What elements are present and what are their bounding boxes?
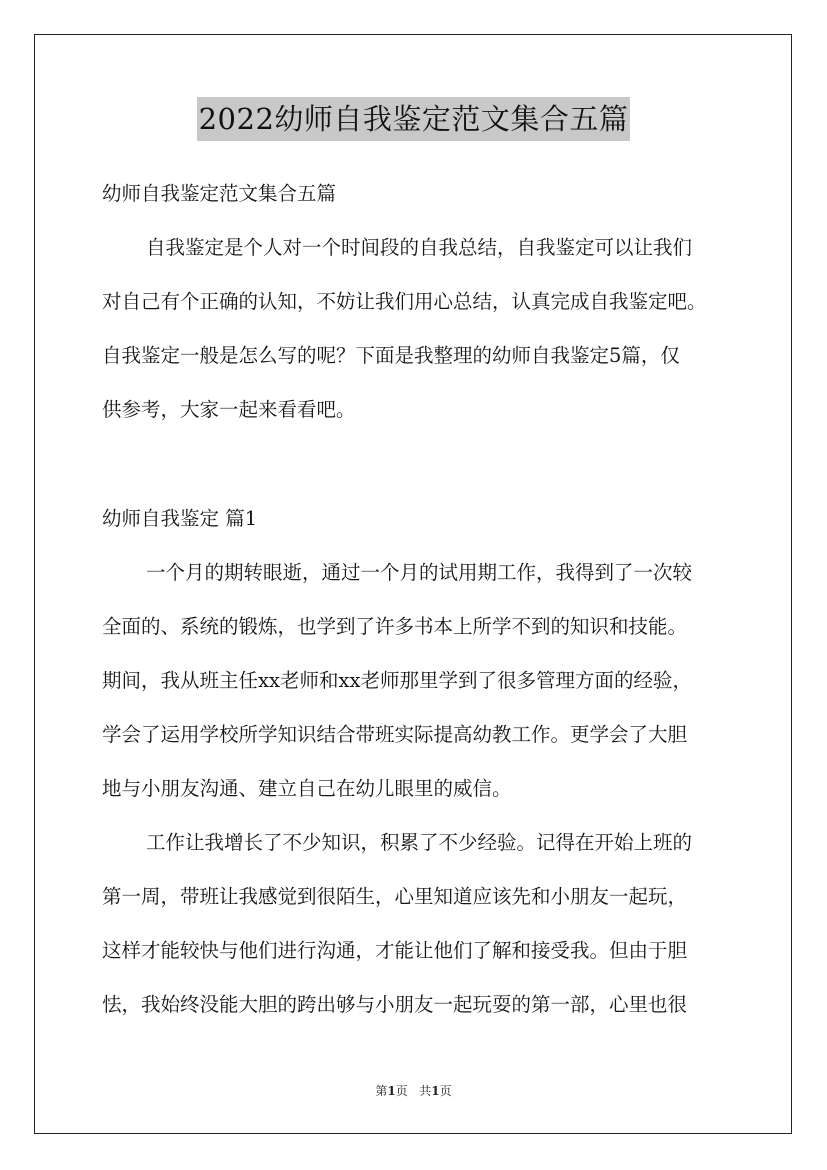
section-heading: 幼师自我鉴定 篇1 — [102, 507, 258, 530]
paragraph-line: 期间，我从班主任xx老师和xx老师那里学到了很多管理方面的经验， — [102, 669, 692, 692]
paragraph-line: 地与小朋友沟通、建立自己在幼儿眼里的威信。 — [102, 777, 512, 800]
document-title: 2022幼师自我鉴定范文集合五篇 — [197, 97, 631, 141]
footer-page-total: 1 — [431, 1084, 440, 1098]
intro-line: 对自己有个正确的认知，不妨让我们用心总结，认真完成自我鉴定吧。 — [102, 290, 707, 313]
page-footer — [0, 1083, 827, 1099]
paragraph-line: 这样才能较快与他们进行沟通，才能让他们了解和接受我。但由于胆 — [102, 939, 688, 962]
paragraph-line: 工作让我增长了不少知识，积累了不少经验。记得在开始上班的 — [146, 831, 693, 854]
footer-page-current: 1 — [387, 1084, 396, 1098]
paragraph-line: 怯，我始终没能大胆的跨出够与小朋友一起玩耍的第一部，心里也很 — [102, 993, 688, 1016]
paragraph-line: 学会了运用学校所学知识结合带班实际提高幼教工作。更学会了大胆 — [102, 723, 688, 746]
intro-line: 自我鉴定一般是怎么写的呢？下面是我整理的幼师自我鉴定5篇，仅 — [102, 344, 680, 367]
footer-page-prefix: 第 — [375, 1084, 388, 1098]
document-subtitle: 幼师自我鉴定范文集合五篇 — [102, 182, 337, 205]
paragraph-line: 第一周，带班让我感觉到很陌生，心里知道应该先和小朋友一起玩， — [102, 885, 688, 908]
paragraph-line: 全面的、系统的锻炼，也学到了许多书本上所学不到的知识和技能。 — [102, 615, 688, 638]
paragraph-line: 一个月的期转眼逝，通过一个月的试用期工作，我得到了一次较 — [146, 561, 693, 584]
footer-page-suffix: 页 — [439, 1084, 452, 1098]
intro-line: 供参考，大家一起来看看吧。 — [102, 398, 356, 421]
title-container — [0, 97, 827, 141]
intro-line: 自我鉴定是个人对一个时间段的自我总结，自我鉴定可以让我们 — [146, 236, 693, 259]
footer-page-mid: 页 共 — [395, 1084, 432, 1098]
